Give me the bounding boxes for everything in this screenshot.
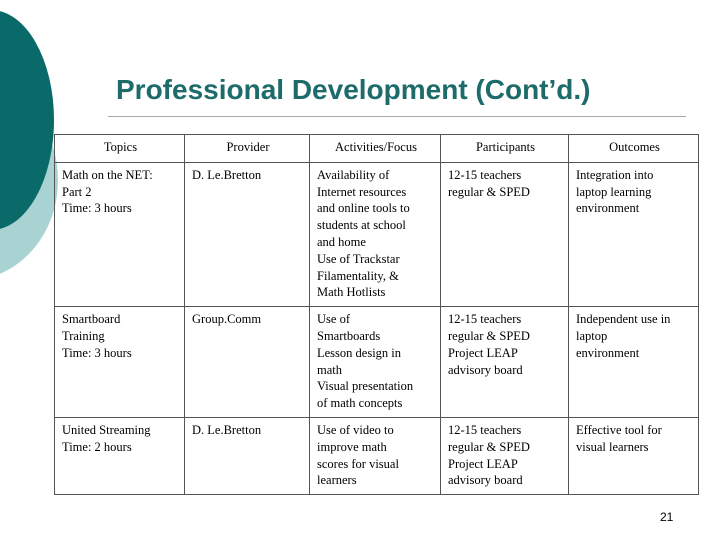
outcomes-cell: Effective tool for visual learners	[569, 417, 699, 494]
topic-cell: Smartboard Training Time: 3 hours	[55, 307, 185, 418]
header-participants: Participants	[441, 135, 569, 163]
header-provider: Provider	[185, 135, 310, 163]
title-divider	[108, 116, 686, 117]
page-number: 21	[660, 510, 674, 524]
table-row	[55, 307, 699, 418]
table-row	[55, 417, 699, 494]
outcomes-cell: Integration into laptop learning environment	[569, 162, 699, 306]
activities-cell: Use of video to improve math scores for visual learners	[310, 417, 441, 494]
provider-cell: D. Le.Bretton	[185, 417, 310, 494]
topic-cell: Math on the NET: Part 2 Time: 3 hours	[55, 162, 185, 306]
header-topics: Topics	[55, 135, 185, 163]
participants-cell: 12-15 teachers regular & SPED Project LEAP advisory board	[441, 307, 569, 418]
participants-cell: 12-15 teachers regular & SPED	[441, 162, 569, 306]
table-header-row	[55, 135, 699, 163]
activities-cell: Availability of Internet resources and online tools to students at school and home Use of Trackstar Filamentality, & Math Hotlists	[310, 162, 441, 306]
outcomes-cell: Independent use in laptop environment	[569, 307, 699, 418]
provider-cell: D. Le.Bretton	[185, 162, 310, 306]
topic-cell: United Streaming Time: 2 hours	[55, 417, 185, 494]
header-activities: Activities/Focus	[310, 135, 441, 163]
header-outcomes: Outcomes	[569, 135, 699, 163]
professional-development-table	[54, 134, 699, 495]
slide-title: Professional Development (Cont’d.)	[116, 74, 591, 105]
table-row	[55, 162, 699, 306]
provider-cell: Group.Comm	[185, 307, 310, 418]
activities-cell: Use of Smartboards Lesson design in math Visual presentation of math concepts	[310, 307, 441, 418]
participants-cell: 12-15 teachers regular & SPED Project LEAP advisory board	[441, 417, 569, 494]
